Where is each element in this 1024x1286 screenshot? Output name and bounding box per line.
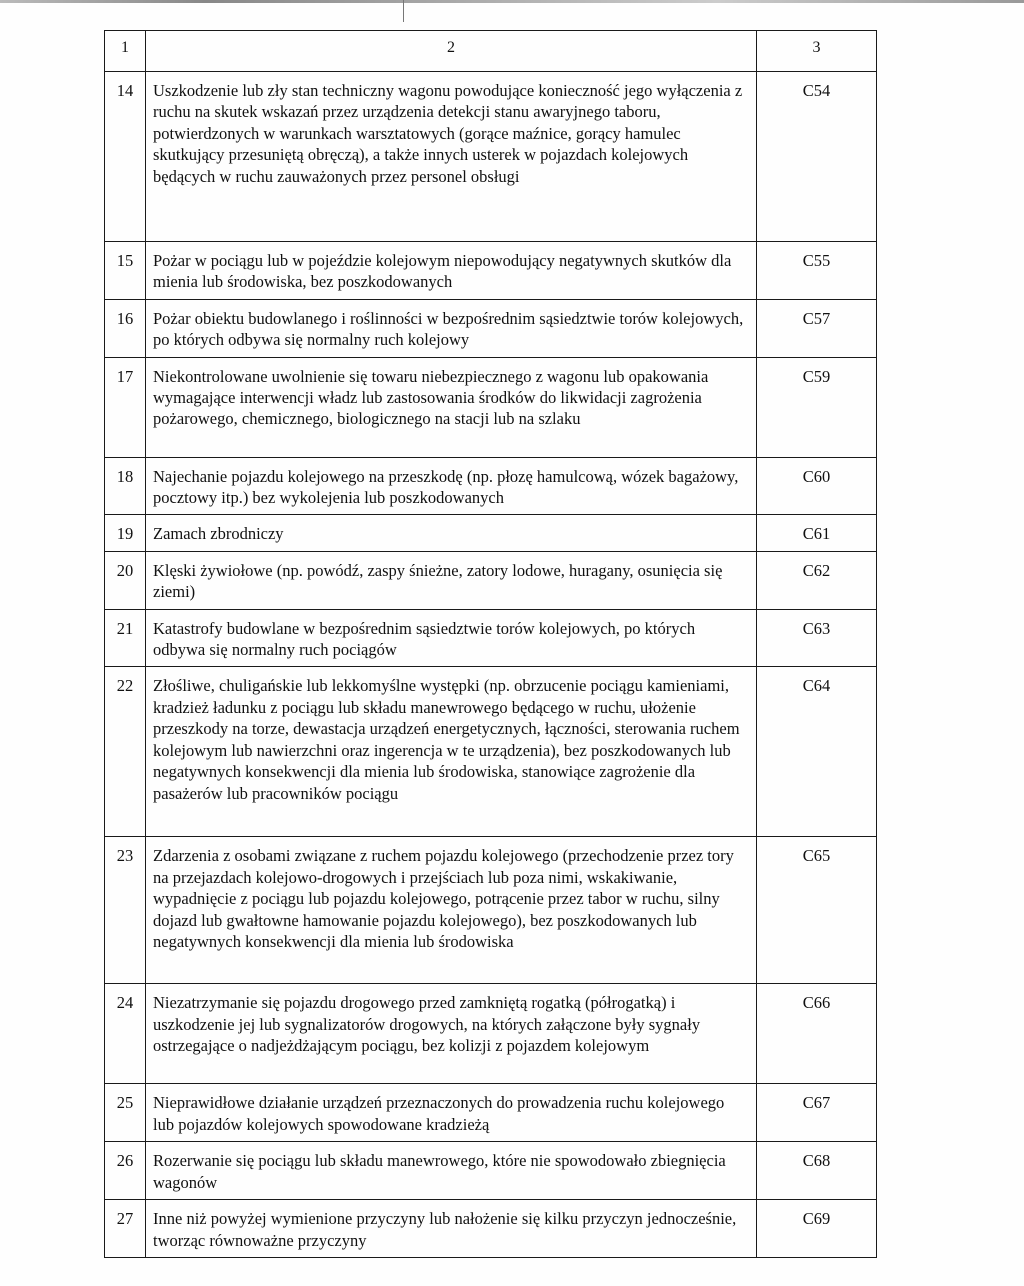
- row-number: 24: [105, 984, 146, 1084]
- row-description: Zdarzenia z osobami związane z ruchem pojazdu kolejowego (przechodzenie przez tory na przejazdach kolejowo-drogowych i przejściach lub poza nimi, wskakiwanie, wypadnięcie z pociągu lub pojazdu kolejowego, potrącenie przez tabor w ruchu, silny dojazd lub gwałtowne hamowanie pojazdu kolejowego), bez poszkodowanych lub negatywnych konsekwencji dla mienia lub środowiska: [146, 837, 757, 984]
- row-code: C55: [757, 242, 877, 300]
- table-row: [105, 515, 877, 551]
- row-description: Nieprawidłowe działanie urządzeń przeznaczonych do prowadzenia ruchu kolejowego lub pojazdów kolejowych spowodowane kradzieżą: [146, 1084, 757, 1142]
- row-description: Klęski żywiołowe (np. powódź, zaspy śnieżne, zatory lodowe, huragany, osunięcia się ziemi): [146, 551, 757, 609]
- table-row: [105, 837, 877, 984]
- row-number: 17: [105, 357, 146, 457]
- row-number: 25: [105, 1084, 146, 1142]
- row-number: 19: [105, 515, 146, 551]
- row-code: C54: [757, 72, 877, 242]
- row-description: Niekontrolowane uwolnienie się towaru niebezpiecznego z wagonu lub opakowania wymagające interwencji władz lub zastosowania środków do likwidacji zagrożenia pożarowego, chemicznego, biologicznego na stacji lub na szlaku: [146, 357, 757, 457]
- row-code: C62: [757, 551, 877, 609]
- row-description: Niezatrzymanie się pojazdu drogowego przed zamkniętą rogatką (półrogatką) i uszkodzenie jej lub sygnalizatorów drogowych, na których załączone były sygnały ostrzegające o nadjeżdżającym pociągu, bez kolizji z pojazdem kolejowym: [146, 984, 757, 1084]
- row-number: 26: [105, 1142, 146, 1200]
- table-row: [105, 609, 877, 667]
- table-row: [105, 72, 877, 242]
- incident-code-table: [104, 30, 877, 1258]
- row-number: 21: [105, 609, 146, 667]
- row-code: C57: [757, 299, 877, 357]
- table-row: [105, 667, 877, 837]
- scan-tick-mark: [403, 0, 404, 22]
- table-row: [105, 299, 877, 357]
- row-code: C64: [757, 667, 877, 837]
- table-header-row: [105, 31, 877, 72]
- table-row: [105, 457, 877, 515]
- row-code: C69: [757, 1200, 877, 1258]
- row-code: C60: [757, 457, 877, 515]
- row-number: 23: [105, 837, 146, 984]
- row-description: Katastrofy budowlane w bezpośrednim sąsiedztwie torów kolejowych, po których odbywa się normalny ruch pociągów: [146, 609, 757, 667]
- header-col-1: 1: [105, 31, 146, 72]
- row-description: Zamach zbrodniczy: [146, 515, 757, 551]
- row-code: C61: [757, 515, 877, 551]
- table-row: [105, 551, 877, 609]
- row-code: C67: [757, 1084, 877, 1142]
- row-code: C66: [757, 984, 877, 1084]
- table-row: [105, 1200, 877, 1258]
- row-number: 22: [105, 667, 146, 837]
- row-number: 18: [105, 457, 146, 515]
- row-number: 15: [105, 242, 146, 300]
- table-body: [105, 72, 877, 1258]
- row-number: 16: [105, 299, 146, 357]
- table-row: [105, 242, 877, 300]
- row-description: Pożar obiektu budowlanego i roślinności w bezpośrednim sąsiedztwie torów kolejowych, po których odbywa się normalny ruch kolejowy: [146, 299, 757, 357]
- row-description: Najechanie pojazdu kolejowego na przeszkodę (np. płozę hamulcową, wózek bagażowy, pocztowy itp.) bez wykolejenia lub poszkodowanych: [146, 457, 757, 515]
- row-code: C68: [757, 1142, 877, 1200]
- row-code: C63: [757, 609, 877, 667]
- table-row: [105, 357, 877, 457]
- row-number: 20: [105, 551, 146, 609]
- header-col-2: 2: [146, 31, 757, 72]
- table-row: [105, 1084, 877, 1142]
- table-row: [105, 984, 877, 1084]
- row-description: Uszkodzenie lub zły stan techniczny wagonu powodujące konieczność jego wyłączenia z ruchu na skutek wskazań przez urządzenia detekcji stanu awaryjnego taboru, potwierdzonych w warunkach warsztatowych (gorące maźnice, gorący hamulec skutkujący przesuniętą obręczą), a także innych usterek w pojazdach kolejowych będących w ruchu zauważonych przez personel obsługi: [146, 72, 757, 242]
- row-description: Rozerwanie się pociągu lub składu manewrowego, które nie spowodowało zbiegnięcia wagonów: [146, 1142, 757, 1200]
- row-code: C59: [757, 357, 877, 457]
- row-code: C65: [757, 837, 877, 984]
- row-number: 14: [105, 72, 146, 242]
- row-description: Pożar w pociągu lub w pojeździe kolejowym niepowodujący negatywnych skutków dla mienia lub środowiska, bez poszkodowanych: [146, 242, 757, 300]
- scan-edge-mark: [0, 0, 1024, 3]
- row-description: Złośliwe, chuligańskie lub lekkomyślne występki (np. obrzucenie pociągu kamieniami, kradzież ładunku z pociągu lub składu manewrowego będącego w ruchu, ułożenie przeszkody na torze, dewastacja urządzeń energetycznych, łączności, sterowania ruchem kolejowym lub nawierzchni oraz ingerencja w te urządzenia), bez poszkodowanych lub negatywnych konsekwencji dla mienia lub środowiska, stanowiące zagrożenie dla pasażerów lub pracowników pociągu: [146, 667, 757, 837]
- table-row: [105, 1142, 877, 1200]
- row-number: 27: [105, 1200, 146, 1258]
- row-description: Inne niż powyżej wymienione przyczyny lub nałożenie się kilku przyczyn jednocześnie, tworząc równoważne przyczyny: [146, 1200, 757, 1258]
- header-col-3: 3: [757, 31, 877, 72]
